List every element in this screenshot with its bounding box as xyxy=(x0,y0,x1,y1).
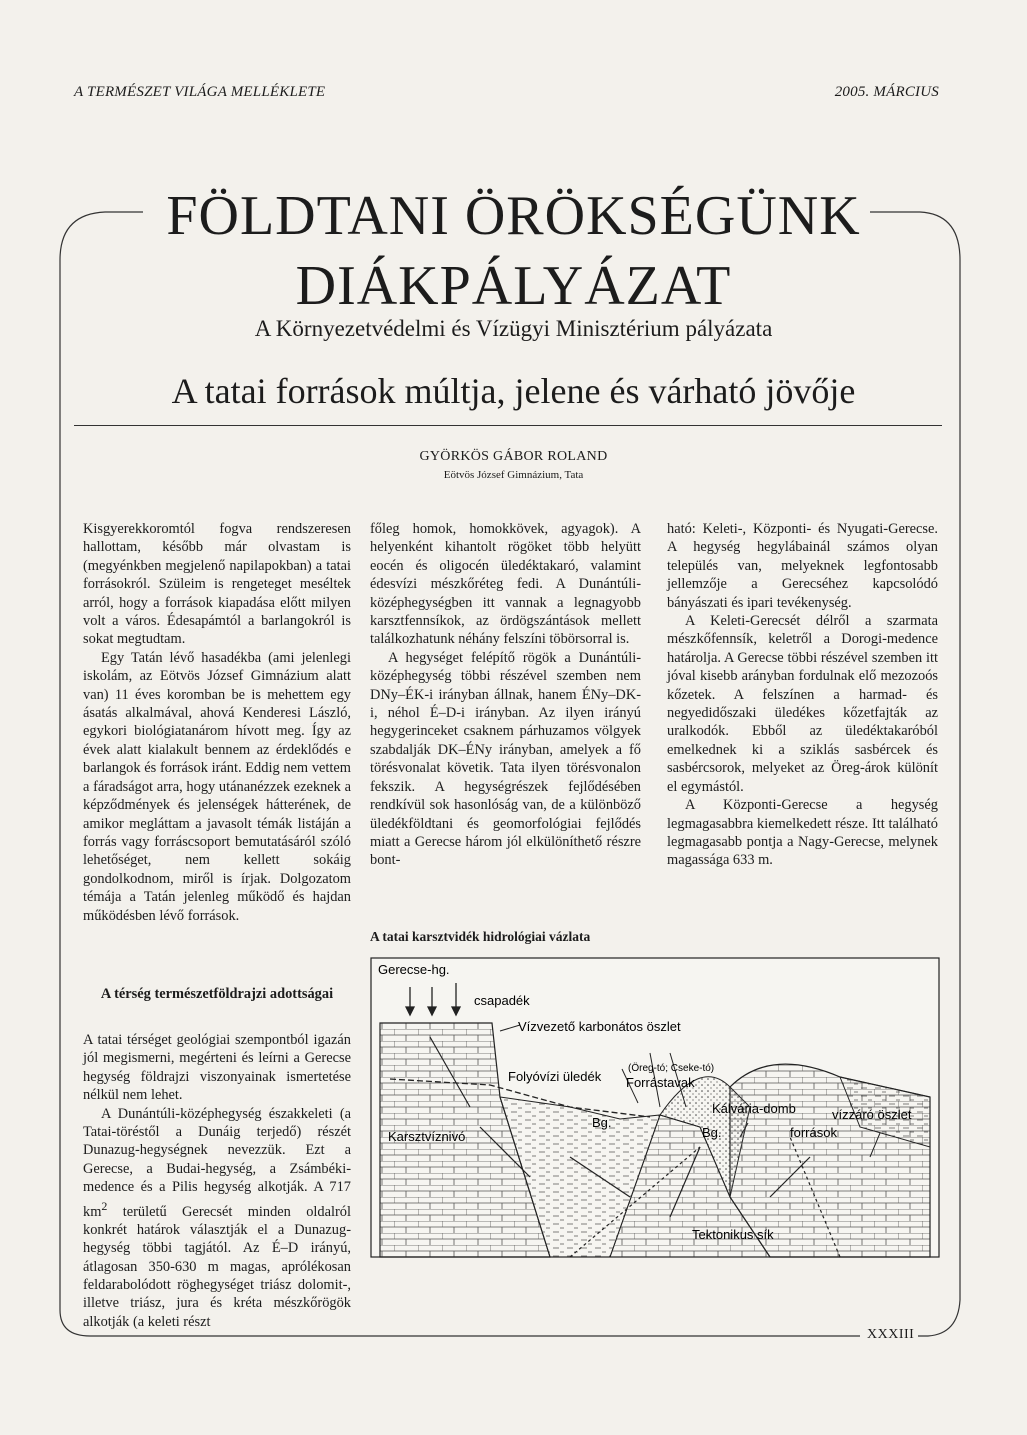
body-column-2 xyxy=(370,520,641,870)
paragraph: Egy Tatán lévő hasadékba (ami jelenlegi iskolám, az Eötvös József Gimnázium alatt van) 11 éves koromban be is mehettem egy ásatás alkalmával, ahová Kenderesi László, egykori biológiatanárom hívott meg. Így az évek alatt kialakult bennem az érdeklődés e barlangok és források iránt. Eddig nem vettem a fáradságot arra, hogy utánanézzek ezeknek a képződmények és jelenségek hátterének, de amikor megláttam a javasolt témák listáján a forrás vagy forráscsoport bemutatásáról szóló lehetőséget, nem kellett sokáig gondolkodnom, miről is írjak. Dolgozatom témája a Tatán jelenleg működő és hajdan működésben lévő források. xyxy=(83,649,351,924)
page-number: XXXIII xyxy=(863,1327,918,1343)
page-title-line1: FÖLDTANI ÖRÖKSÉGÜNK xyxy=(166,185,861,247)
label-vizzaro: vízzáró öszlet xyxy=(832,1107,912,1122)
section-heading: A térség természetföldrajzi adottságai xyxy=(100,986,334,1002)
hydrology-figure xyxy=(370,957,940,1258)
paragraph: A Központi-Gerecse a hegység legmagasabbra kiemelkedett része. Itt található legmagasabb pontja a Nagy-Gerecse, melynek magassága 633 m. xyxy=(667,797,938,869)
running-head xyxy=(74,84,939,101)
paragraph: Kisgyerekkoromtól fogva rendszeresen hallottam, később már olvastam is (megyénkben megjelenő napilapokban) a tatai forrásokról. Szüleim is rengeteget meséltek arról, hogy a források kiapadása előtt milyen volt a város. Édesapámtól a barlangokról is sokat megtudtam. xyxy=(83,521,351,648)
hydrology-diagram xyxy=(370,957,940,1258)
label-vizvezeto: Vízvezető karbonátos öszlet xyxy=(518,1019,681,1034)
label-bg-1: Bg. xyxy=(592,1115,612,1130)
article-title: A tatai források múltja, jelene és várható jövője xyxy=(171,371,856,411)
paragraph: ható: Keleti-, Központi- és Nyugati-Gerecse. A hegység hegylábainál számos olyan település van, melyeknek legfontosabb jellemzője a Gerecséhez kapcsolódó bányászati és ipari tevékenység. xyxy=(667,521,938,611)
running-head-left: A TERMÉSZET VILÁGA MELLÉKLETE xyxy=(74,84,326,100)
paragraph: A hegységet felépítő rögök a Dunántúli-középhegység többi részével szemben nem DNy–ÉK-i irányban állnak, hanem ÉNy–DK-i, néhol É–D-i irányban. Az ilyen irányú hegygerinceket csaknem párhuzamos völgyek szabdalják DK–ÉNy irányban, amelyek a fő törésvonalat követik. Tata ilyen törésvonalon fekszik. A hegységrészek fejlődésében rendkívül sok hasonlóság van, de a különböző üledékföldtani és geomorfológiai fejlődés miatt a Gerecse három jól elkülöníthető részre bont- xyxy=(370,649,641,869)
body-column-1-continued xyxy=(83,1031,351,1331)
label-folyovizi: Folyóvízi üledék xyxy=(508,1069,602,1084)
page-title-line2: DIÁKPÁLYÁZAT xyxy=(295,255,732,317)
label-tektonikus: Tektonikus sík xyxy=(692,1227,774,1242)
page-subtitle: A Környezetvédelmi és Vízügyi Minisztérium pályázata xyxy=(254,316,773,341)
label-karsztviznivo: Karsztvíznivó xyxy=(388,1129,466,1144)
affiliation: Eötvös József Gimnázium, Tata xyxy=(443,469,584,481)
label-oreg-to: (Öreg-tó; Cseke-tó) xyxy=(628,1063,715,1074)
author: GYÖRKÖS GÁBOR ROLAND xyxy=(419,449,608,464)
paragraph xyxy=(83,1105,351,1332)
paragraph-text: területű Gerecsét minden oldalról konkrét határok választják el a Dunazug-hegység többi tagjától. Az É–D irányú, átlagosan 350-630 m magas, aprólékosan feldarabolódott röghegységet triász dolomit-, illetve triász, jura és kréta mészkőrögök alkotják (a keleti részt xyxy=(83,1203,351,1330)
paragraph: A tatai térséget geológiai szempontból igazán jól megismerni, megérteni és leírni a Gerecse hegység földrajzi viszonyainak ismertetése nélkül nem lehet. xyxy=(83,1032,351,1104)
figure-caption: A tatai karsztvidék hidrológiai vázlata xyxy=(370,929,591,944)
body-column-3 xyxy=(667,520,938,870)
paragraph-text: A Dunántúli-középhegység északkeleti (a Tatai-töréstől a Dunáig terjedő) részét Dunazug-hegységnek nevezzük. Ezt a Gerecse, a Budai-hegység, a Zsámbéki-medence és a Pilis hegység alkotják. A 717 km xyxy=(83,1105,351,1220)
label-kalvaria: Kálvária-domb xyxy=(712,1101,796,1116)
body-column-1 xyxy=(83,520,351,925)
paragraph: főleg homok, homokkövek, agyagok). A helyenként kihantolt rögöket több helyütt eocén és oligocén üledéktakaró, valamint édesvízi mészkőréteg fedi. A Dunántúli-középhegységben itt vannak a legnagyobb karsztfennsíkok, az ördögszántások mellett találkozhatunk néhány felszíni töbörsorral is. xyxy=(370,521,641,648)
title-rule xyxy=(74,425,942,426)
label-csapadek: csapadék xyxy=(474,993,530,1008)
label-forrastavak: Forrástavak xyxy=(626,1075,695,1090)
paragraph: A Keleti-Gerecsét délről a szarmata mészkőfennsík, keletről a Dorogi-medence határolja. A Gerecse többi részével szemben itt jóval kisebb arányban fordulnak elő mezozoós kőzetek. A felszínen a harmad- és negyedidőszaki üledékes kőzetfajták az uralkodók. Ebből az üledéktakaróból emelkednek ki a sziklás sasbércek és sasbércsorok, melyeket az Öreg-árok különít el egymástól. xyxy=(667,613,938,795)
label-bg-2: Bg. xyxy=(702,1125,722,1140)
superscript: 2 xyxy=(101,1198,108,1213)
label-gerecse: Gerecse-hg. xyxy=(378,962,450,977)
label-forrasok: források xyxy=(790,1125,837,1140)
running-head-right: 2005. MÁRCIUS xyxy=(834,84,939,100)
